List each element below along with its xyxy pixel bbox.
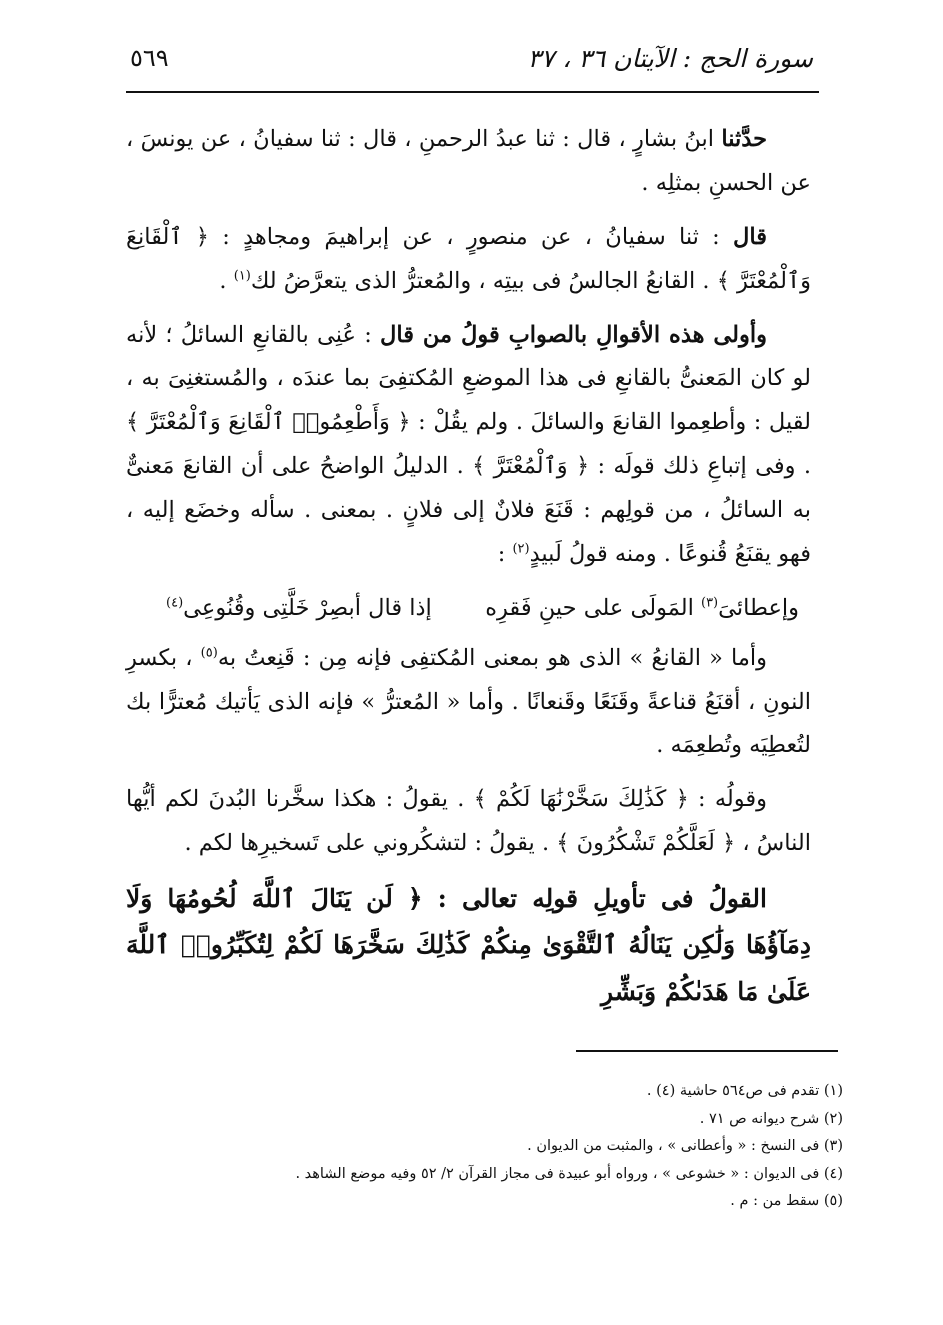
footnote-2: (٢) شرح ديوانه ص ٧١ . [699, 1110, 843, 1127]
paragraph-2-text: : ثنا سفيانُ ، عن منصورٍ ، عن إبراهيمَ ومجاهدٍ : ﴿ ٱلْقَانِعَ وَٱلْمُعْتَرَّ ﴾ . القانعُ الجالسُ فى بيتِه ، والمُعترُّ الذى يتعرَّضُ لك [126, 223, 811, 294]
poem-left-text: إذا قال أبصِرْ خَلَّتِى وقُنُوعِى [183, 594, 432, 621]
footnote-ref-4: (٤) [166, 595, 184, 611]
footnote-ref-3: (٣) [700, 595, 719, 611]
paragraph-5-text: وقولُه : ﴿ كَذَٰلِكَ سَخَّرْنَٰهَا لَكُمْ ﴾ . يقولُ : هكذا سخَّرنا البُدنَ لكم أيُّها الناسُ ، ﴿ لَعَلَّكُمْ تَشْكُرُونَ ﴾ . يقولُ : لتشكُروني على تَسخيرِها لكم . [126, 786, 811, 857]
paragraph-6-lead: القولُ فى تأويلِ قولِه تعالى [462, 884, 767, 913]
paragraph-1-lead: حدَّثنا [721, 126, 767, 152]
paragraph-3-lead: وأولى هذه الأقوالِ بالصوابِ قولُ من قال [380, 321, 767, 348]
footnote-3: (٣) فى النسخ : « وأعطانى » ، والمثبت من الديوان . [527, 1138, 843, 1155]
paragraph-3 [126, 314, 811, 577]
footnote-4: (٤) فى الديوان : « خشوعى » ، ورواه أبو عبيدة فى مجاز القرآن ٢/ ٥٢ وفيه موضع الشاهد . [295, 1165, 843, 1182]
paragraph-4-end: ، بكسرِ النونِ ، أقنَعُ قناعةً وقَنَعًا وقَنعانًا . وأما « المُعترُّ » فإنه الذى يَأتيك مُعترًّا بك لتُعطِيَه وتُطعِمَه . [126, 644, 811, 759]
poem-hemistich-right [485, 587, 799, 631]
paragraph-4-text: وأما « القانعُ » الذى هو بمعنى المُكتفِى فإنه مِن : قَنِعتُ به [217, 644, 767, 671]
paragraph-3-end: : [497, 540, 513, 567]
poem-right-end: المَولَى على حينِ فَقرِه [485, 594, 701, 621]
header-divider [126, 91, 819, 93]
paragraph-2 [126, 216, 811, 304]
paragraph-4 [126, 637, 811, 769]
paragraph-2-end: . [219, 267, 234, 294]
poem-verse [166, 587, 799, 631]
footnote-ref-2: (٢) [512, 541, 530, 557]
paragraph-6-quran: : ﴿ لَن يَنَالَ ٱللَّهَ لُحُومُهَا وَلَا دِمَآؤُهَا وَلَٰكِن يَنَالُهُ ٱلتَّقْوَىٰ مِنكُمْ كَذَٰلِكَ سَخَّرَهَا لَكُمْ لِتُكَبِّرُوا۟ ٱللَّهَ عَلَىٰ مَا هَدَىٰكُمْ وَبَشِّرِ [126, 884, 811, 1006]
page-number: ٥٦٩ [130, 44, 169, 72]
footnote-1: (١) تقدم فى ص٥٦٤ حاشية (٤) . [646, 1083, 843, 1099]
paragraph-1-text: ابنُ بشارٍ ، قال : ثنا عبدُ الرحمنِ ، قال : ثنا سفيانُ ، عن يونسَ ، عن الحسنِ بمثلِه . [126, 126, 811, 196]
paragraph-1 [126, 118, 811, 206]
paragraph-5 [126, 778, 811, 866]
poem-right-start: وإعطائىَ [718, 594, 799, 621]
paragraph-6 [126, 876, 811, 1015]
paragraph-2-lead: قال [733, 223, 767, 250]
header-title: سورة الحج : الآيتان ٣٦ ، ٣٧ [527, 44, 813, 73]
paragraph-3-text: : عُنِى بالقانعِ السائلُ ؛ لأنه لو كان المَعنىُّ بالقانعِ فى هذا الموضعِ المُكتفِىَ بما عندَه ، والمُستغنِىَ به ، لقيل : وأطعِموا القانعَ والسائلَ . ولم يقُلْ : ﴿ وَأَطْعِمُوا۟ ٱلْقَانِعَ وَٱلْمُعْتَرَّ ﴾ . وفى إتباعِ ذلك قولَه : ﴿ وَٱلْمُعْتَرَّ ﴾ . الدليلُ الواضحُ على أن القانعَ مَعنىٌّ به السائلُ ، من قولِهم : قَنَعَ فلانٌ إلى فلانٍ . بمعنى . سأله وخضَع إليه ، فهو يقنَعُ قُنوعًا . ومنه قولُ لَبيدٍ [126, 321, 811, 567]
poem-hemistich-left [166, 587, 432, 631]
footnote-5: (٥) سقط من : م . [730, 1193, 843, 1210]
footnote-ref-1: (١) [233, 268, 251, 284]
footnotes [126, 1078, 843, 1216]
main-text [126, 118, 811, 1025]
running-header [130, 44, 813, 84]
footnote-ref-5: (٥) [200, 645, 218, 661]
footnote-divider [576, 1050, 838, 1052]
